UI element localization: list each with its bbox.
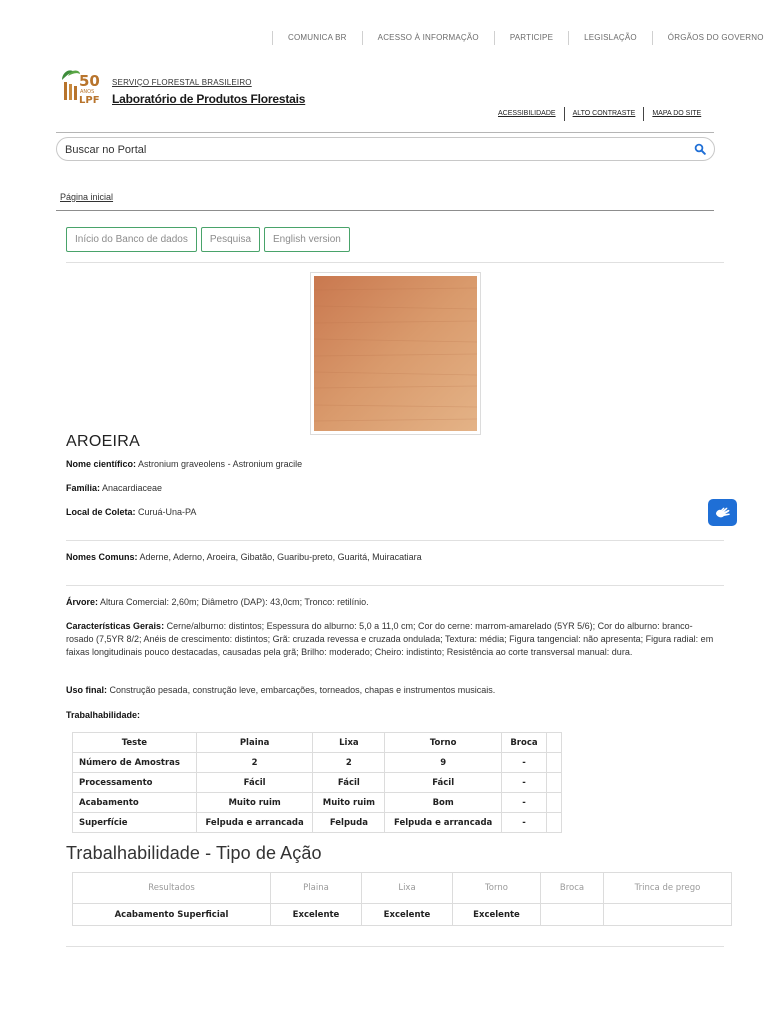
table-cell: 2 xyxy=(196,753,313,773)
col-torno: Torno xyxy=(453,873,541,904)
action-type-table xyxy=(72,872,732,926)
search-icon xyxy=(694,143,706,155)
search-input[interactable] xyxy=(65,142,665,157)
nav-participe[interactable]: PARTICIPE xyxy=(494,31,568,45)
table-header-row xyxy=(73,873,732,904)
table-cell: Fácil xyxy=(313,773,385,793)
nav-acesso-informacao[interactable]: ACESSO À INFORMAÇÃO xyxy=(362,31,494,45)
table-cell: - xyxy=(502,793,547,813)
search-bar xyxy=(56,137,715,161)
breadcrumb-divider xyxy=(56,210,714,211)
table-cell: Excelente xyxy=(271,904,362,926)
table-cell: Felpuda xyxy=(313,813,385,833)
vlibras-button[interactable] xyxy=(708,499,737,526)
general-characteristics: Características Gerais: Cerne/alburno: distintos; Espessura do alburno: 5,0 a 11,0 cm; Cor do cerne: marrom-amarelado (5YR 5/6); Cor do alburno: branco-rosado (7,5YR 8/2; Anéis de crescimento: distintos; Grã: cruzada revessa e cruzada ondulada; Textura: média; Figura tangencial: não apresenta; Figura radial: em faixas longitudinais pouco destacadas, causadas pela grã; Brilho: moderado; Cheiro: indistinto; Resistência ao corte transversal manual: dura. xyxy=(66,621,714,657)
table-cell: 9 xyxy=(385,753,502,773)
wood-sample-image xyxy=(310,272,481,435)
table-cell: 2 xyxy=(313,753,385,773)
table-cell: Acabamento Superficial xyxy=(73,904,271,926)
acessibilidade-link[interactable]: ACESSIBILIDADE xyxy=(498,110,556,117)
col-lixa: Lixa xyxy=(362,873,453,904)
col-broca: Broca xyxy=(502,733,547,753)
table-cell: Felpuda e arrancada xyxy=(196,813,313,833)
svg-text:50: 50 xyxy=(79,72,100,90)
table-cell: - xyxy=(502,753,547,773)
col-plaina: Plaina xyxy=(271,873,362,904)
site-subtitle-link[interactable]: SERVIÇO FLORESTAL BRASILEIRO xyxy=(112,78,252,87)
table-header-row xyxy=(73,733,562,753)
table-cell: Superfície xyxy=(73,813,197,833)
col-empty xyxy=(546,733,561,753)
tab-english-version[interactable]: English version xyxy=(264,227,350,252)
table-cell: Excelente xyxy=(453,904,541,926)
col-plaina: Plaina xyxy=(196,733,313,753)
table-cell: Acabamento xyxy=(73,793,197,813)
gov-top-nav xyxy=(272,28,764,48)
col-teste: Teste xyxy=(73,733,197,753)
table-cell xyxy=(546,773,561,793)
section-divider-1 xyxy=(66,540,724,541)
workability-table xyxy=(72,732,562,833)
table-cell xyxy=(546,813,561,833)
workability-heading: Trabalhabilidade: xyxy=(66,710,141,720)
table-cell: Fácil xyxy=(385,773,502,793)
table-cell: Felpuda e arrancada xyxy=(385,813,502,833)
table-cell xyxy=(546,793,561,813)
tree-info: Árvore: Altura Comercial: 2,60m; Diâmetro (DAP): 43,0cm; Tronco: retilínio. xyxy=(66,597,369,607)
header-divider xyxy=(56,132,714,133)
table-row xyxy=(73,793,562,813)
site-title-link[interactable]: Laboratório de Produtos Florestais xyxy=(112,92,306,106)
table-cell: Processamento xyxy=(73,773,197,793)
table-cell: - xyxy=(502,813,547,833)
species-name: AROEIRA xyxy=(66,433,141,450)
col-trinca-de-prego: Trinca de prego xyxy=(604,873,732,904)
nav-comunica-br[interactable]: COMUNICA BR xyxy=(272,31,362,45)
col-torno: Torno xyxy=(385,733,502,753)
tab-pesquisa[interactable]: Pesquisa xyxy=(201,227,260,252)
accessibility-links xyxy=(490,106,709,122)
collection-location: Local de Coleta: Curuá-Una-PA xyxy=(66,507,197,517)
table-cell: Bom xyxy=(385,793,502,813)
table-cell xyxy=(604,904,732,926)
common-names: Nomes Comuns: Aderne, Aderno, Aroeira, Gibatão, Guaribu-preto, Guaritá, Muiracatiara xyxy=(66,552,422,562)
lpf-50-anos-logo[interactable] xyxy=(58,66,100,106)
alto-contraste-link[interactable]: ALTO CONTRASTE xyxy=(564,107,644,121)
mapa-do-site-link[interactable]: MAPA DO SITE xyxy=(643,107,709,121)
breadcrumb-home[interactable]: Página inicial xyxy=(60,192,114,202)
table-cell: Muito ruim xyxy=(196,793,313,813)
database-tabs xyxy=(66,227,350,252)
search-button[interactable] xyxy=(692,141,708,157)
section-divider-2 xyxy=(66,585,724,586)
col-broca: Broca xyxy=(541,873,604,904)
family: Família: Anacardiaceae xyxy=(66,483,163,493)
table-row xyxy=(73,773,562,793)
table-row xyxy=(73,753,562,773)
table-cell: Número de Amostras xyxy=(73,753,197,773)
table-cell xyxy=(546,753,561,773)
nav-legislacao[interactable]: LEGISLAÇÃO xyxy=(568,31,652,45)
table-cell xyxy=(541,904,604,926)
nav-orgaos-governo[interactable]: ÓRGÃOS DO GOVERNO xyxy=(652,31,768,45)
table-cell: Excelente xyxy=(362,904,453,926)
footer-divider xyxy=(66,946,724,947)
svg-text:ANOS: ANOS xyxy=(80,89,95,95)
tabs-divider xyxy=(66,262,724,263)
col-lixa: Lixa xyxy=(313,733,385,753)
sign-language-hands-icon xyxy=(714,505,732,521)
scientific-name: Nome científico: Astronium graveolens - Astronium gracile xyxy=(66,459,303,469)
col-resultados: Resultados xyxy=(73,873,271,904)
table-cell: Fácil xyxy=(196,773,313,793)
svg-text:LPF: LPF xyxy=(79,95,100,106)
final-use: Uso final: Construção pesada, construção leve, embarcações, torneados, chapas e instrumentos musicais. xyxy=(66,685,496,695)
table-cell: Muito ruim xyxy=(313,793,385,813)
table-cell: - xyxy=(502,773,547,793)
table-row xyxy=(73,813,562,833)
tab-inicio-banco[interactable]: Início do Banco de dados xyxy=(66,227,197,252)
table-row xyxy=(73,904,732,926)
action-type-heading: Trabalhabilidade - Tipo de Ação xyxy=(66,843,322,863)
